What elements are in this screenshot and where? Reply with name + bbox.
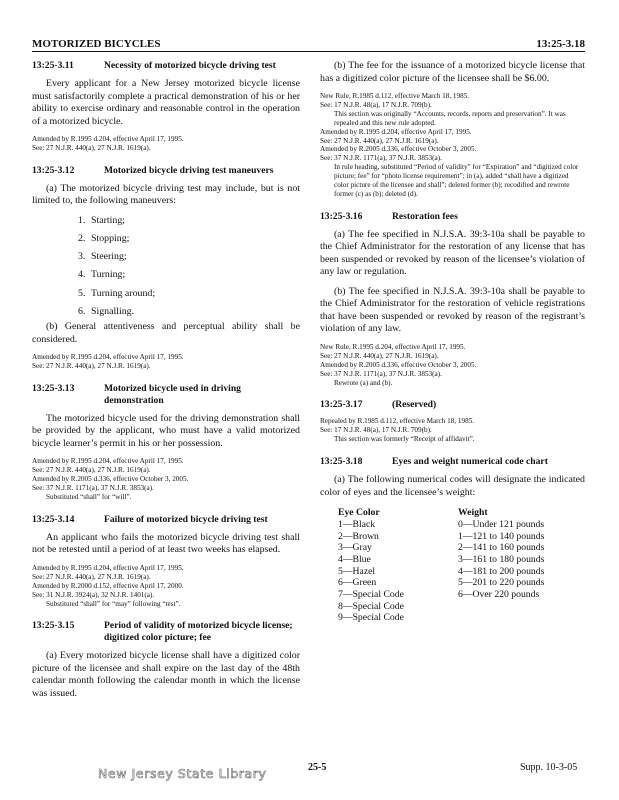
section-heading-3-16 [320, 211, 585, 223]
eye-code: 5—Hazel [338, 565, 376, 577]
section-number: 13:25-3.13 [32, 382, 75, 394]
history-note-detail: Substituted “shall” for “will”. [46, 492, 132, 501]
list-item: 2. Stopping; [78, 233, 130, 245]
eye-color-header: Eye Color [338, 507, 380, 519]
weight-code: 4—181 to 200 pounds [458, 565, 545, 577]
eye-code: 9—Special Code [338, 612, 404, 624]
history-note-detail: This section was formerly “Receipt of affidavit”. [334, 435, 475, 444]
section-number: 13:25-3.16 [320, 210, 363, 222]
history-note: See: 17 N.J.R. 48(a), 17 N.J.R. 709(b). [320, 100, 432, 109]
weight-code: 1—121 to 140 pounds [458, 530, 545, 542]
weight-column [458, 507, 585, 624]
supplement-date: Supp. 10-3-05 [520, 762, 578, 773]
section-title: Restoration fees [392, 210, 458, 222]
weight-code: 0—Under 121 pounds [458, 518, 545, 530]
page-footer [0, 762, 619, 782]
section-title: Necessity of motorized bicycle driving test [104, 60, 276, 71]
section-title: Eyes and weight numerical code chart [392, 456, 548, 468]
section-title: (Reserved) [392, 399, 437, 411]
history-note: Amended by R.1995 d.204, effective April 17, 1995. [320, 127, 472, 136]
left-column [32, 60, 300, 700]
history-note: Amended by R.1995 d.204, effective April 17, 1995. [32, 457, 184, 466]
history-note: See: 27 N.J.R. 440(a), 27 N.J.R. 1619(a). [320, 136, 439, 145]
history-notes [320, 417, 585, 444]
weight-code: 6—Over 220 pounds [458, 589, 540, 601]
history-notes [320, 343, 585, 388]
section-number: 13:25-3.11 [32, 60, 74, 71]
library-stamp: New Jersey State Library [98, 766, 267, 781]
section-number: 13:25-3.12 [32, 164, 75, 176]
history-note: See: 27 N.J.R. 440(a), 27 N.J.R. 1619(a). [32, 361, 151, 370]
history-note: See: 37 N.J.R. 1171(a), 37 N.J.R. 3853(a). [32, 484, 154, 493]
section-number: 13:25-3.17 [320, 399, 363, 411]
section-number: 13:25-3.14 [32, 513, 75, 525]
history-note: Amended by R.2005 d.336, effective October 3, 2005. [32, 475, 189, 484]
section-paragraph-a: (a) The following numerical codes will designate the indicated color of eyes and the licensee’s weight: [320, 474, 585, 498]
eye-code: 8—Special Code [338, 600, 404, 612]
history-note-detail: In rule heading, substituted “Period of validity” for “Expiration” and “digitized color picture; fee” for “photo license requirement”; in (a), added “shall have a digitized color picture of the licensee and shall”; deleted former (b); recodified and rewrote former (c) as (b); deleted (d). [334, 163, 579, 198]
section-title: Failure of motorized bicycle driving test [104, 513, 268, 525]
history-note: Amended by R.2005 d.336, effective October 3, 2005. [320, 145, 477, 154]
history-note: Repealed by R.1985 d.112, effective March 18, 1985. [320, 417, 475, 426]
history-note-detail: This section was originally “Accounts, records, reports and preservation”. It was repealed and this new rule adopted. [334, 109, 566, 127]
list-item: 1. Starting; [78, 214, 126, 226]
section-body: The motorized bicycle used for the driving demonstration shall be provided by the applicant, who must have a valid motorized bicycle learner’s permit in his or her possession. [32, 412, 300, 449]
history-note: See: 37 N.J.R. 1171(a), 37 N.J.R. 3853(a). [320, 369, 442, 378]
section-paragraph-a: (a) The fee specified in N.J.S.A. 39:3-10a shall be payable to the Chief Administrator for the restoration of any license that has been suspended or revoked by reason of the licensee’s violation of any law or regulation. [320, 228, 585, 278]
list-item: 6. Signalling. [78, 305, 135, 317]
maneuver-list [32, 212, 300, 321]
section-body: Every applicant for a New Jersey motorized bicycle license must satisfactorily complete a practical demonstration of his or her ability to exercise ordinary and reasonable control in the operation of a motorized bicycle. [32, 78, 300, 127]
eye-code: 2—Brown [338, 530, 379, 542]
history-notes [32, 353, 300, 371]
history-note: Amended by R.1995 d.204, effective April 17, 1995. [32, 563, 184, 572]
eye-code: 3—Gray [338, 542, 372, 554]
list-item: 4. Turning; [78, 269, 126, 281]
weight-code: 2—141 to 160 pounds [458, 542, 545, 554]
running-header [32, 34, 585, 50]
section-paragraph-b: (b) General attentiveness and perceptual ability shall be considered. [32, 321, 300, 345]
history-notes [32, 564, 300, 609]
history-note: See: 27 N.J.R. 440(a), 27 N.J.R. 1619(a). [32, 143, 151, 152]
list-item: 3. Steering; [78, 251, 127, 263]
history-note: See: 31 N.J.R. 3924(a), 32 N.J.R. 1401(a). [32, 590, 155, 599]
history-note-detail: Substituted “shall” for “may” following “test”. [46, 599, 181, 608]
section-heading-3-12 [32, 165, 300, 177]
history-note: Amended by R.1995 d.204, effective April 17, 1995. [32, 135, 184, 143]
section-number: 13:25-3.15 [32, 620, 75, 632]
section-heading-3-18 [320, 456, 585, 468]
section-title: Period of validity of motorized bicycle license; digitized color picture; fee [104, 620, 293, 644]
history-note: New Rule, R.1995 d.204, effective April 17, 1995. [320, 342, 466, 351]
history-note: Amended by R.2005 d.336, effective October 3, 2005. [320, 360, 477, 369]
history-notes [32, 135, 300, 153]
eye-code: 7—Special Code [338, 589, 404, 601]
section-heading-3-11 [32, 60, 300, 72]
weight-code: 3—161 to 180 pounds [458, 553, 545, 565]
right-column [320, 60, 585, 624]
section-heading-3-15 [32, 620, 300, 644]
eye-color-column [338, 507, 458, 624]
eye-code: 4—Blue [338, 553, 371, 565]
section-heading-3-14 [32, 514, 300, 526]
history-notes [320, 92, 585, 199]
section-paragraph-a: (a) The motorized bicycle driving test may include, but is not limited to, the following maneuvers: [32, 182, 300, 207]
section-paragraph-b: (b) The fee for the issuance of a motorized bicycle license that has a digitized color picture of the licensee shall be $6.00. [320, 60, 585, 84]
history-note: Amended by R.2000 d.152, effective April 17, 2000. [32, 581, 184, 590]
history-note: See: 27 N.J.R. 440(a), 27 N.J.R. 1619(a). [320, 351, 439, 360]
eye-code: 6—Green [338, 577, 377, 589]
history-note: See: 17 N.J.R. 48(a), 17 N.J.R. 709(b). [320, 426, 432, 435]
history-note: Amended by R.1995 d.204, effective April 17, 1995. [32, 353, 184, 362]
section-heading-3-17 [320, 399, 585, 411]
section-number: 13:25-3.18 [320, 456, 363, 468]
history-note-detail: Rewrote (a) and (b). [334, 378, 393, 387]
code-chart [338, 507, 585, 624]
section-title: Motorized bicycle used in driving demonstration [104, 382, 241, 406]
history-note: See: 27 N.J.R. 440(a), 27 N.J.R. 1619(a). [32, 466, 151, 475]
history-note: See: 27 N.J.R. 440(a), 27 N.J.R. 1619(a). [32, 572, 151, 581]
section-body: An applicant who fails the motorized bicycle driving test shall not be retested until a period of at least two weeks has elapsed. [32, 531, 300, 556]
section-title: Motorized bicycle driving test maneuvers [104, 164, 274, 176]
section-heading-3-13 [32, 383, 300, 407]
list-item: 5. Turning around; [78, 287, 156, 299]
header-rule [32, 51, 585, 52]
history-note: See: 37 N.J.R. 1171(a), 37 N.J.R. 3853(a). [320, 154, 442, 163]
history-notes [32, 457, 300, 502]
section-paragraph-b: (b) The fee specified in N.J.S.A. 39:3-10a shall be payable to the Chief Administrator for the restoration of vehicle registrations that have been suspended or revoked by reason of the registrant’s violation of any law. [320, 285, 585, 335]
weight-header: Weight [458, 507, 488, 519]
section-paragraph-a: (a) Every motorized bicycle license shall have a digitized color picture of the licensee and shall expire on the last day of the 48th calendar month following the calendar month in which the license was issued. [32, 650, 300, 699]
header-chapter-title: MOTORIZED BICYCLES [32, 38, 161, 50]
eye-code: 1—Black [338, 518, 376, 530]
page-number: 25-5 [308, 762, 327, 773]
header-section-number: 13:25-3.18 [536, 38, 585, 50]
history-note: New Rule, R.1985 d.112, effective March 18, 1985. [320, 92, 470, 100]
weight-code: 5—201 to 220 pounds [458, 577, 545, 589]
